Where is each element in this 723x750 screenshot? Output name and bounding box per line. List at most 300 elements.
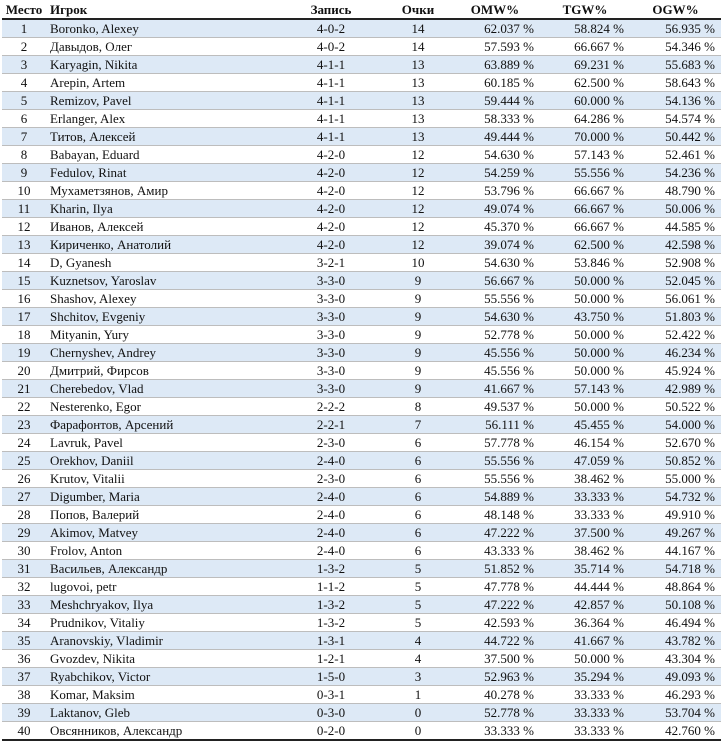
table-row xyxy=(2,236,721,254)
cell-points: 12 xyxy=(386,218,450,236)
cell-points: 12 xyxy=(386,236,450,254)
cell-record: 0-2-0 xyxy=(276,722,386,741)
cell-points: 9 xyxy=(386,326,450,344)
cell-player: lugovoi, petr xyxy=(46,578,276,596)
cell-ogw: 50.108 % xyxy=(630,596,721,614)
cell-record: 1-3-2 xyxy=(276,560,386,578)
cell-points: 6 xyxy=(386,506,450,524)
cell-tgw: 37.500 % xyxy=(540,524,630,542)
cell-record: 4-1-1 xyxy=(276,128,386,146)
cell-record: 2-2-2 xyxy=(276,398,386,416)
cell-tgw: 50.000 % xyxy=(540,344,630,362)
cell-ogw: 46.234 % xyxy=(630,344,721,362)
cell-place: 1 xyxy=(2,19,46,38)
cell-record: 2-3-0 xyxy=(276,434,386,452)
cell-tgw: 64.286 % xyxy=(540,110,630,128)
header-row xyxy=(2,0,721,19)
cell-record: 1-3-2 xyxy=(276,596,386,614)
cell-tgw: 47.059 % xyxy=(540,452,630,470)
cell-ogw: 54.136 % xyxy=(630,92,721,110)
cell-place: 12 xyxy=(2,218,46,236)
cell-player: D, Gyanesh xyxy=(46,254,276,272)
cell-place: 25 xyxy=(2,452,46,470)
cell-record: 4-0-2 xyxy=(276,19,386,38)
cell-omw: 52.778 % xyxy=(450,704,540,722)
cell-points: 13 xyxy=(386,128,450,146)
cell-omw: 47.222 % xyxy=(450,596,540,614)
cell-place: 33 xyxy=(2,596,46,614)
cell-record: 1-3-2 xyxy=(276,614,386,632)
cell-points: 7 xyxy=(386,416,450,434)
cell-tgw: 44.444 % xyxy=(540,578,630,596)
cell-ogw: 42.989 % xyxy=(630,380,721,398)
cell-omw: 57.778 % xyxy=(450,434,540,452)
cell-omw: 55.556 % xyxy=(450,470,540,488)
cell-points: 12 xyxy=(386,200,450,218)
cell-record: 2-3-0 xyxy=(276,470,386,488)
cell-tgw: 62.500 % xyxy=(540,74,630,92)
cell-player: Laktanov, Gleb xyxy=(46,704,276,722)
cell-record: 4-0-2 xyxy=(276,38,386,56)
cell-points: 6 xyxy=(386,434,450,452)
table-row xyxy=(2,164,721,182)
cell-player: Мухаметзянов, Амир xyxy=(46,182,276,200)
cell-ogw: 46.293 % xyxy=(630,686,721,704)
cell-player: Васильев, Александр xyxy=(46,560,276,578)
cell-ogw: 52.461 % xyxy=(630,146,721,164)
cell-points: 3 xyxy=(386,668,450,686)
cell-tgw: 38.462 % xyxy=(540,542,630,560)
cell-tgw: 70.000 % xyxy=(540,128,630,146)
cell-points: 9 xyxy=(386,308,450,326)
cell-record: 2-4-0 xyxy=(276,488,386,506)
cell-player: Cherebedov, Vlad xyxy=(46,380,276,398)
cell-omw: 40.278 % xyxy=(450,686,540,704)
cell-ogw: 52.045 % xyxy=(630,272,721,290)
cell-place: 14 xyxy=(2,254,46,272)
cell-place: 3 xyxy=(2,56,46,74)
cell-omw: 42.593 % xyxy=(450,614,540,632)
cell-player: Orekhov, Daniil xyxy=(46,452,276,470)
cell-place: 26 xyxy=(2,470,46,488)
cell-record: 3-3-0 xyxy=(276,326,386,344)
cell-points: 4 xyxy=(386,650,450,668)
cell-tgw: 42.857 % xyxy=(540,596,630,614)
cell-ogw: 52.908 % xyxy=(630,254,721,272)
cell-record: 2-2-1 xyxy=(276,416,386,434)
cell-place: 31 xyxy=(2,560,46,578)
cell-place: 13 xyxy=(2,236,46,254)
table-row xyxy=(2,56,721,74)
cell-place: 16 xyxy=(2,290,46,308)
cell-record: 2-4-0 xyxy=(276,542,386,560)
cell-player: Chernyshev, Andrey xyxy=(46,344,276,362)
cell-player: Kharin, Ilya xyxy=(46,200,276,218)
header-player: Игрок xyxy=(46,0,276,19)
cell-place: 4 xyxy=(2,74,46,92)
cell-player: Кириченко, Анатолий xyxy=(46,236,276,254)
cell-points: 12 xyxy=(386,164,450,182)
cell-player: Попов, Валерий xyxy=(46,506,276,524)
cell-place: 7 xyxy=(2,128,46,146)
cell-omw: 59.444 % xyxy=(450,92,540,110)
cell-ogw: 56.061 % xyxy=(630,290,721,308)
cell-place: 23 xyxy=(2,416,46,434)
cell-tgw: 53.846 % xyxy=(540,254,630,272)
table-row xyxy=(2,398,721,416)
cell-ogw: 54.346 % xyxy=(630,38,721,56)
table-row xyxy=(2,578,721,596)
cell-omw: 52.963 % xyxy=(450,668,540,686)
cell-player: Karyagin, Nikita xyxy=(46,56,276,74)
cell-place: 28 xyxy=(2,506,46,524)
cell-omw: 54.630 % xyxy=(450,308,540,326)
cell-player: Arepin, Artem xyxy=(46,74,276,92)
table-row xyxy=(2,704,721,722)
cell-record: 4-2-0 xyxy=(276,218,386,236)
cell-player: Kuznetsov, Yaroslav xyxy=(46,272,276,290)
cell-ogw: 48.864 % xyxy=(630,578,721,596)
cell-points: 6 xyxy=(386,542,450,560)
cell-omw: 56.667 % xyxy=(450,272,540,290)
cell-record: 1-5-0 xyxy=(276,668,386,686)
cell-tgw: 33.333 % xyxy=(540,506,630,524)
cell-player: Digumber, Maria xyxy=(46,488,276,506)
cell-tgw: 33.333 % xyxy=(540,722,630,741)
cell-player: Gvozdev, Nikita xyxy=(46,650,276,668)
table-row xyxy=(2,110,721,128)
cell-omw: 58.333 % xyxy=(450,110,540,128)
header-tgw: TGW% xyxy=(540,0,630,19)
cell-omw: 51.852 % xyxy=(450,560,540,578)
cell-points: 9 xyxy=(386,290,450,308)
cell-record: 2-4-0 xyxy=(276,452,386,470)
cell-place: 39 xyxy=(2,704,46,722)
cell-record: 3-3-0 xyxy=(276,308,386,326)
cell-points: 6 xyxy=(386,470,450,488)
cell-tgw: 58.824 % xyxy=(540,19,630,38)
cell-tgw: 38.462 % xyxy=(540,470,630,488)
cell-place: 9 xyxy=(2,164,46,182)
cell-ogw: 52.422 % xyxy=(630,326,721,344)
header-record: Запись xyxy=(276,0,386,19)
table-row xyxy=(2,218,721,236)
cell-place: 29 xyxy=(2,524,46,542)
cell-record: 3-3-0 xyxy=(276,362,386,380)
cell-place: 2 xyxy=(2,38,46,56)
cell-player: Mityanin, Yury xyxy=(46,326,276,344)
cell-place: 40 xyxy=(2,722,46,741)
cell-omw: 55.556 % xyxy=(450,452,540,470)
cell-record: 3-3-0 xyxy=(276,272,386,290)
cell-tgw: 57.143 % xyxy=(540,380,630,398)
cell-place: 17 xyxy=(2,308,46,326)
cell-tgw: 57.143 % xyxy=(540,146,630,164)
cell-tgw: 35.294 % xyxy=(540,668,630,686)
cell-omw: 48.148 % xyxy=(450,506,540,524)
cell-points: 9 xyxy=(386,272,450,290)
cell-omw: 54.630 % xyxy=(450,146,540,164)
cell-tgw: 50.000 % xyxy=(540,650,630,668)
cell-points: 10 xyxy=(386,254,450,272)
cell-record: 4-1-1 xyxy=(276,56,386,74)
cell-points: 6 xyxy=(386,452,450,470)
cell-place: 27 xyxy=(2,488,46,506)
cell-points: 14 xyxy=(386,38,450,56)
cell-player: Prudnikov, Vitaliy xyxy=(46,614,276,632)
table-row xyxy=(2,560,721,578)
cell-player: Krutov, Vitalii xyxy=(46,470,276,488)
cell-record: 4-2-0 xyxy=(276,146,386,164)
table-row xyxy=(2,128,721,146)
cell-player: Shashov, Alexey xyxy=(46,290,276,308)
cell-tgw: 45.455 % xyxy=(540,416,630,434)
cell-place: 8 xyxy=(2,146,46,164)
cell-ogw: 48.790 % xyxy=(630,182,721,200)
cell-player: Nesterenko, Egor xyxy=(46,398,276,416)
cell-tgw: 66.667 % xyxy=(540,200,630,218)
cell-points: 4 xyxy=(386,632,450,650)
cell-player: Babayan, Eduard xyxy=(46,146,276,164)
cell-record: 4-2-0 xyxy=(276,182,386,200)
cell-ogw: 58.643 % xyxy=(630,74,721,92)
cell-ogw: 46.494 % xyxy=(630,614,721,632)
table-row xyxy=(2,686,721,704)
cell-omw: 47.778 % xyxy=(450,578,540,596)
cell-points: 1 xyxy=(386,686,450,704)
cell-ogw: 54.732 % xyxy=(630,488,721,506)
cell-tgw: 50.000 % xyxy=(540,398,630,416)
cell-omw: 60.185 % xyxy=(450,74,540,92)
cell-player: Овсянников, Александр xyxy=(46,722,276,741)
cell-points: 9 xyxy=(386,362,450,380)
cell-ogw: 50.442 % xyxy=(630,128,721,146)
table-row xyxy=(2,92,721,110)
table-row xyxy=(2,650,721,668)
cell-player: Титов, Алексей xyxy=(46,128,276,146)
table-row xyxy=(2,200,721,218)
cell-ogw: 43.304 % xyxy=(630,650,721,668)
cell-points: 5 xyxy=(386,578,450,596)
cell-player: Ryabchikov, Victor xyxy=(46,668,276,686)
cell-omw: 33.333 % xyxy=(450,722,540,741)
cell-points: 8 xyxy=(386,398,450,416)
cell-omw: 49.444 % xyxy=(450,128,540,146)
cell-place: 15 xyxy=(2,272,46,290)
cell-tgw: 50.000 % xyxy=(540,290,630,308)
cell-omw: 53.796 % xyxy=(450,182,540,200)
table-row xyxy=(2,74,721,92)
cell-record: 4-2-0 xyxy=(276,164,386,182)
cell-record: 4-1-1 xyxy=(276,92,386,110)
table-row xyxy=(2,488,721,506)
cell-omw: 54.259 % xyxy=(450,164,540,182)
cell-ogw: 55.683 % xyxy=(630,56,721,74)
cell-points: 0 xyxy=(386,704,450,722)
cell-ogw: 56.935 % xyxy=(630,19,721,38)
cell-tgw: 35.714 % xyxy=(540,560,630,578)
cell-ogw: 50.852 % xyxy=(630,452,721,470)
table-row xyxy=(2,542,721,560)
header-ogw: OGW% xyxy=(630,0,721,19)
cell-tgw: 46.154 % xyxy=(540,434,630,452)
cell-tgw: 50.000 % xyxy=(540,326,630,344)
cell-omw: 47.222 % xyxy=(450,524,540,542)
table-row xyxy=(2,614,721,632)
table-row xyxy=(2,362,721,380)
standings-table xyxy=(2,0,721,741)
cell-ogw: 55.000 % xyxy=(630,470,721,488)
cell-player: Remizov, Pavel xyxy=(46,92,276,110)
table-row xyxy=(2,668,721,686)
table-row xyxy=(2,19,721,38)
cell-place: 35 xyxy=(2,632,46,650)
table-row xyxy=(2,380,721,398)
cell-player: Aranovskiy, Vladimir xyxy=(46,632,276,650)
cell-points: 13 xyxy=(386,56,450,74)
cell-points: 0 xyxy=(386,722,450,741)
cell-player: Давыдов, Олег xyxy=(46,38,276,56)
cell-ogw: 44.585 % xyxy=(630,218,721,236)
cell-player: Дмитрий, Фирсов xyxy=(46,362,276,380)
cell-omw: 49.537 % xyxy=(450,398,540,416)
table-row xyxy=(2,290,721,308)
cell-tgw: 43.750 % xyxy=(540,308,630,326)
cell-ogw: 50.522 % xyxy=(630,398,721,416)
cell-tgw: 36.364 % xyxy=(540,614,630,632)
cell-points: 13 xyxy=(386,110,450,128)
cell-ogw: 53.704 % xyxy=(630,704,721,722)
cell-points: 5 xyxy=(386,614,450,632)
cell-player: Akimov, Matvey xyxy=(46,524,276,542)
cell-record: 1-2-1 xyxy=(276,650,386,668)
table-row xyxy=(2,326,721,344)
cell-points: 9 xyxy=(386,380,450,398)
cell-tgw: 41.667 % xyxy=(540,632,630,650)
cell-record: 3-2-1 xyxy=(276,254,386,272)
cell-points: 5 xyxy=(386,560,450,578)
cell-ogw: 49.093 % xyxy=(630,668,721,686)
cell-place: 32 xyxy=(2,578,46,596)
cell-omw: 49.074 % xyxy=(450,200,540,218)
table-row xyxy=(2,344,721,362)
cell-player: Erlanger, Alex xyxy=(46,110,276,128)
cell-ogw: 54.574 % xyxy=(630,110,721,128)
cell-player: Boronko, Alexey xyxy=(46,19,276,38)
cell-omw: 37.500 % xyxy=(450,650,540,668)
cell-omw: 52.778 % xyxy=(450,326,540,344)
cell-tgw: 33.333 % xyxy=(540,686,630,704)
header-omw: OMW% xyxy=(450,0,540,19)
cell-record: 4-1-1 xyxy=(276,110,386,128)
cell-player: Lavruk, Pavel xyxy=(46,434,276,452)
cell-points: 9 xyxy=(386,344,450,362)
cell-ogw: 51.803 % xyxy=(630,308,721,326)
cell-omw: 62.037 % xyxy=(450,19,540,38)
cell-points: 12 xyxy=(386,182,450,200)
header-points: Очки xyxy=(386,0,450,19)
table-row xyxy=(2,416,721,434)
cell-place: 37 xyxy=(2,668,46,686)
table-row xyxy=(2,470,721,488)
cell-points: 12 xyxy=(386,146,450,164)
cell-place: 19 xyxy=(2,344,46,362)
cell-player: Фарафонтов, Арсений xyxy=(46,416,276,434)
cell-omw: 39.074 % xyxy=(450,236,540,254)
cell-player: Shchitov, Evgeniy xyxy=(46,308,276,326)
cell-player: Meshchryakov, Ilya xyxy=(46,596,276,614)
cell-omw: 44.722 % xyxy=(450,632,540,650)
cell-tgw: 50.000 % xyxy=(540,362,630,380)
cell-record: 0-3-1 xyxy=(276,686,386,704)
cell-record: 1-3-1 xyxy=(276,632,386,650)
cell-place: 10 xyxy=(2,182,46,200)
cell-ogw: 49.910 % xyxy=(630,506,721,524)
header-place: Место xyxy=(2,0,46,19)
cell-place: 38 xyxy=(2,686,46,704)
table-row xyxy=(2,146,721,164)
cell-tgw: 60.000 % xyxy=(540,92,630,110)
cell-player: Komar, Maksim xyxy=(46,686,276,704)
cell-tgw: 66.667 % xyxy=(540,182,630,200)
cell-place: 24 xyxy=(2,434,46,452)
table-row xyxy=(2,308,721,326)
cell-record: 4-2-0 xyxy=(276,200,386,218)
cell-ogw: 52.670 % xyxy=(630,434,721,452)
cell-ogw: 42.760 % xyxy=(630,722,721,741)
cell-ogw: 50.006 % xyxy=(630,200,721,218)
cell-tgw: 62.500 % xyxy=(540,236,630,254)
cell-record: 1-1-2 xyxy=(276,578,386,596)
cell-tgw: 33.333 % xyxy=(540,704,630,722)
cell-place: 18 xyxy=(2,326,46,344)
cell-place: 20 xyxy=(2,362,46,380)
cell-omw: 43.333 % xyxy=(450,542,540,560)
cell-tgw: 66.667 % xyxy=(540,218,630,236)
cell-place: 22 xyxy=(2,398,46,416)
table-row xyxy=(2,38,721,56)
cell-ogw: 54.718 % xyxy=(630,560,721,578)
cell-tgw: 33.333 % xyxy=(540,488,630,506)
cell-points: 14 xyxy=(386,19,450,38)
cell-place: 6 xyxy=(2,110,46,128)
cell-omw: 57.593 % xyxy=(450,38,540,56)
cell-omw: 41.667 % xyxy=(450,380,540,398)
cell-player: Иванов, Алексей xyxy=(46,218,276,236)
cell-ogw: 42.598 % xyxy=(630,236,721,254)
cell-record: 2-4-0 xyxy=(276,524,386,542)
cell-tgw: 69.231 % xyxy=(540,56,630,74)
cell-omw: 45.370 % xyxy=(450,218,540,236)
cell-tgw: 50.000 % xyxy=(540,272,630,290)
cell-record: 0-3-0 xyxy=(276,704,386,722)
cell-record: 4-2-0 xyxy=(276,236,386,254)
cell-points: 13 xyxy=(386,74,450,92)
cell-player: Fedulov, Rinat xyxy=(46,164,276,182)
cell-record: 4-1-1 xyxy=(276,74,386,92)
cell-omw: 54.889 % xyxy=(450,488,540,506)
table-row xyxy=(2,596,721,614)
cell-points: 6 xyxy=(386,524,450,542)
table-row xyxy=(2,434,721,452)
cell-place: 5 xyxy=(2,92,46,110)
table-row xyxy=(2,632,721,650)
table-row xyxy=(2,524,721,542)
cell-ogw: 54.000 % xyxy=(630,416,721,434)
cell-points: 5 xyxy=(386,596,450,614)
cell-ogw: 49.267 % xyxy=(630,524,721,542)
cell-place: 21 xyxy=(2,380,46,398)
